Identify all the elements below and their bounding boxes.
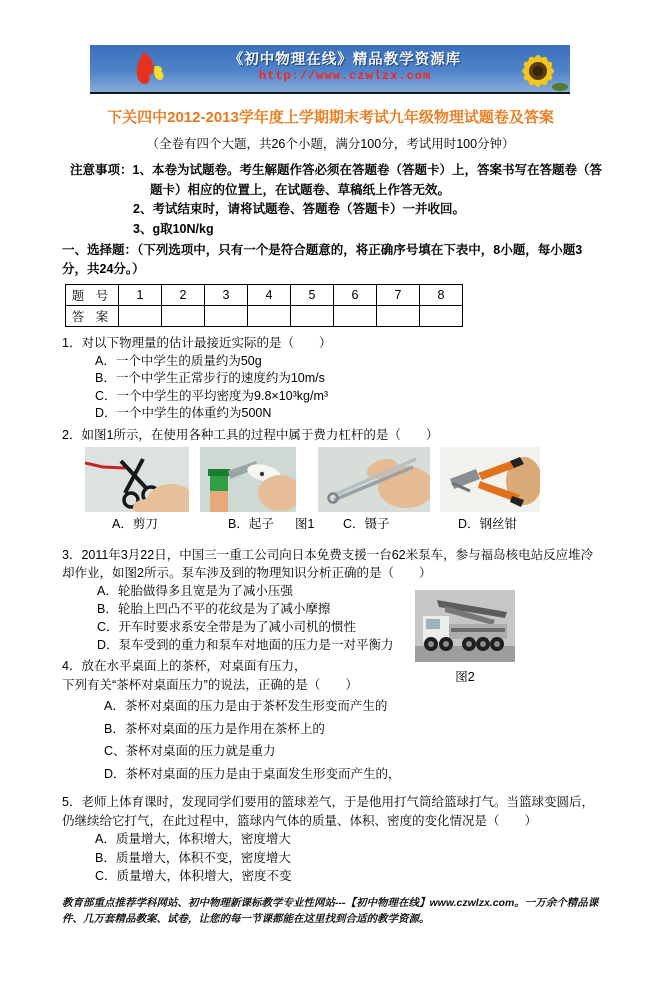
figure-1-caption: 图1 [295,517,315,531]
section-one-heading: 一、选择题：（下列选项中，只有一个是符合题意的，将正确序号填在下表中，8小题，每小题3分，共24分。） [62,243,583,276]
notice-item-3: 3、g取10N/kg [133,221,214,236]
question-number-cell: 5 [291,285,334,306]
question-4-option-d: D．茶杯对桌面的压力是由于桌面发生形变而产生的， [104,766,401,781]
notice-label: 注意事项： [70,163,133,177]
question-number-label: 题 号 [66,285,119,306]
notice-item-1 [70,161,603,200]
question-3-option-c: C．开车时要求系安全带是为了减小司机的惯性 [97,620,357,634]
exam-paper-page [0,45,661,981]
question-2-stem: 2．如图1所示，在使用各种工具的过程中属于费力杠杆的是（ ） [62,427,439,442]
exam-content [0,161,661,927]
site-title: 《初中物理在线》精品教学资源库 [228,52,462,68]
banner-text-block [200,48,490,83]
question-3-stem: 3．2011年3月22日，中国三一重工公司向日本免费支援一台62米泵车，参与福岛核电站反应堆冷却作业，如图2所示。泵车涉及到的物理知识分析正确的是（ ） [62,548,594,580]
site-footnote: 教育部重点推荐学科网站、初中物理新课标教学专业性网站---【初中物理在线】www.czwlzx.com。一万余个精品课件、几万套精品教案、试卷，让您的每一节课都能在这里找到合适的教学资源。 [62,896,599,925]
answer-cell [248,306,291,327]
wire-pliers-photo [440,447,540,512]
figure-1-photos [62,447,603,513]
question-4 [62,657,603,785]
answer-cell [334,306,377,327]
answer-cell [377,306,420,327]
answer-cell [162,306,205,327]
question-1-option-d: D．一个中学生的体重约为500N [95,406,272,420]
question-5-option-c: C．质量增大，体积增大，密度不变 [95,869,292,883]
pump-truck-photo [415,651,515,665]
questions-3-4-block [62,546,603,785]
answer-table [65,284,463,327]
notice-item-1-text: 1、本卷为试题卷。考生解题作答必须在答题卷（答题卡）上，答案书写在答题卷（答题卡）相应的位置上，在试题卷、草稿纸上作答无效。 [132,163,602,197]
question-number-cell: 2 [162,285,205,306]
exam-notice [70,161,603,239]
question-number-cell: 1 [119,285,162,306]
question-5-stem: 5．老师上体育课时，发现同学们要用的篮球差气，于是他用打气筒给篮球打气。当篮球变圆后，仍继续给它打气，在此过程中，篮球内气体的质量、体积、密度的变化情况是（ ） [62,795,594,828]
figure-2-caption: 图2 [455,670,475,684]
answer-cell [119,306,162,327]
site-logo-icon [128,50,176,91]
answer-table-answer-row [66,306,463,327]
answer-cell [291,306,334,327]
notice-item-2: 2、考试结束时，请将试题卷、答题卷（答题卡）一并收回。 [133,202,465,216]
tweezers-photo [318,447,430,512]
question-number-cell: 4 [248,285,291,306]
question-4-option-b: B．茶杯对桌面的压力是作用在茶杯上的 [104,721,325,736]
page-subtitle: （全卷有四个大题，共26个小题，满分100分，考试用时100分钟） [146,137,515,151]
tool-label-scissors: A．剪刀 [112,517,158,531]
tool-label-opener: B．起子 [228,517,274,531]
question-4-option-c: C、茶杯对桌面的压力就是重力 [104,744,276,758]
question-1 [62,335,603,423]
question-number-cell: 3 [205,285,248,306]
question-5 [62,793,603,886]
question-4-stem-line1: 4．放在水平桌面上的茶杯，对桌面有压力， [62,659,307,673]
answer-table-number-row [66,285,463,306]
question-1-option-a: A．一个中学生的质量约为50g [95,353,262,368]
question-3-option-b: B．轮胎上凹凸不平的花纹是为了减小摩擦 [97,602,331,616]
question-3-option-a: A．轮胎做得多且宽是为了减小压强 [97,584,293,598]
question-number-cell: 8 [420,285,463,306]
question-number-cell: 7 [377,285,420,306]
answer-label: 答 案 [66,306,119,327]
answer-cell [420,306,463,327]
site-url-link[interactable]: http://www.czwlzx.com [258,69,432,83]
question-5-option-a: A．质量增大，体积增大，密度增大 [95,832,291,846]
figure-1-labels [62,516,603,533]
question-2 [62,427,603,534]
question-3-option-d: D．泵车受到的重力和泵车对地面的压力是一对平衡力 [97,638,394,652]
question-1-option-c: C．一个中学生的平均密度为9.8×10³kg/m³ [95,388,329,403]
question-3 [62,546,603,654]
question-4-stem-line2: 下列有关“茶杯对桌面压力”的说法，正确的是（ ） [62,678,358,692]
answer-cell [205,306,248,327]
sunflower-icon [510,45,570,94]
question-1-stem: 1．对以下物理量的估计最接近实际的是（ ） [62,336,332,350]
site-banner [90,45,570,94]
tool-label-pliers: D．钢丝钳 [458,517,518,531]
tool-label-tweezers: C．镊子 [343,517,390,531]
scissors-photo [85,447,189,512]
page-title: 下关四中2012-2013学年度上学期期末考试九年级物理试题卷及答案 [107,109,554,126]
question-5-option-b: B．质量增大，体积不变，密度增大 [95,850,291,865]
figure-2 [415,590,515,685]
bottle-opener-photo [200,447,296,512]
question-number-cell: 6 [334,285,377,306]
question-4-option-a: A．茶杯对桌面的压力是由于茶杯发生形变而产生的 [104,699,388,713]
question-1-option-b: B．一个中学生正常步行的速度约为10m/s [95,371,325,385]
